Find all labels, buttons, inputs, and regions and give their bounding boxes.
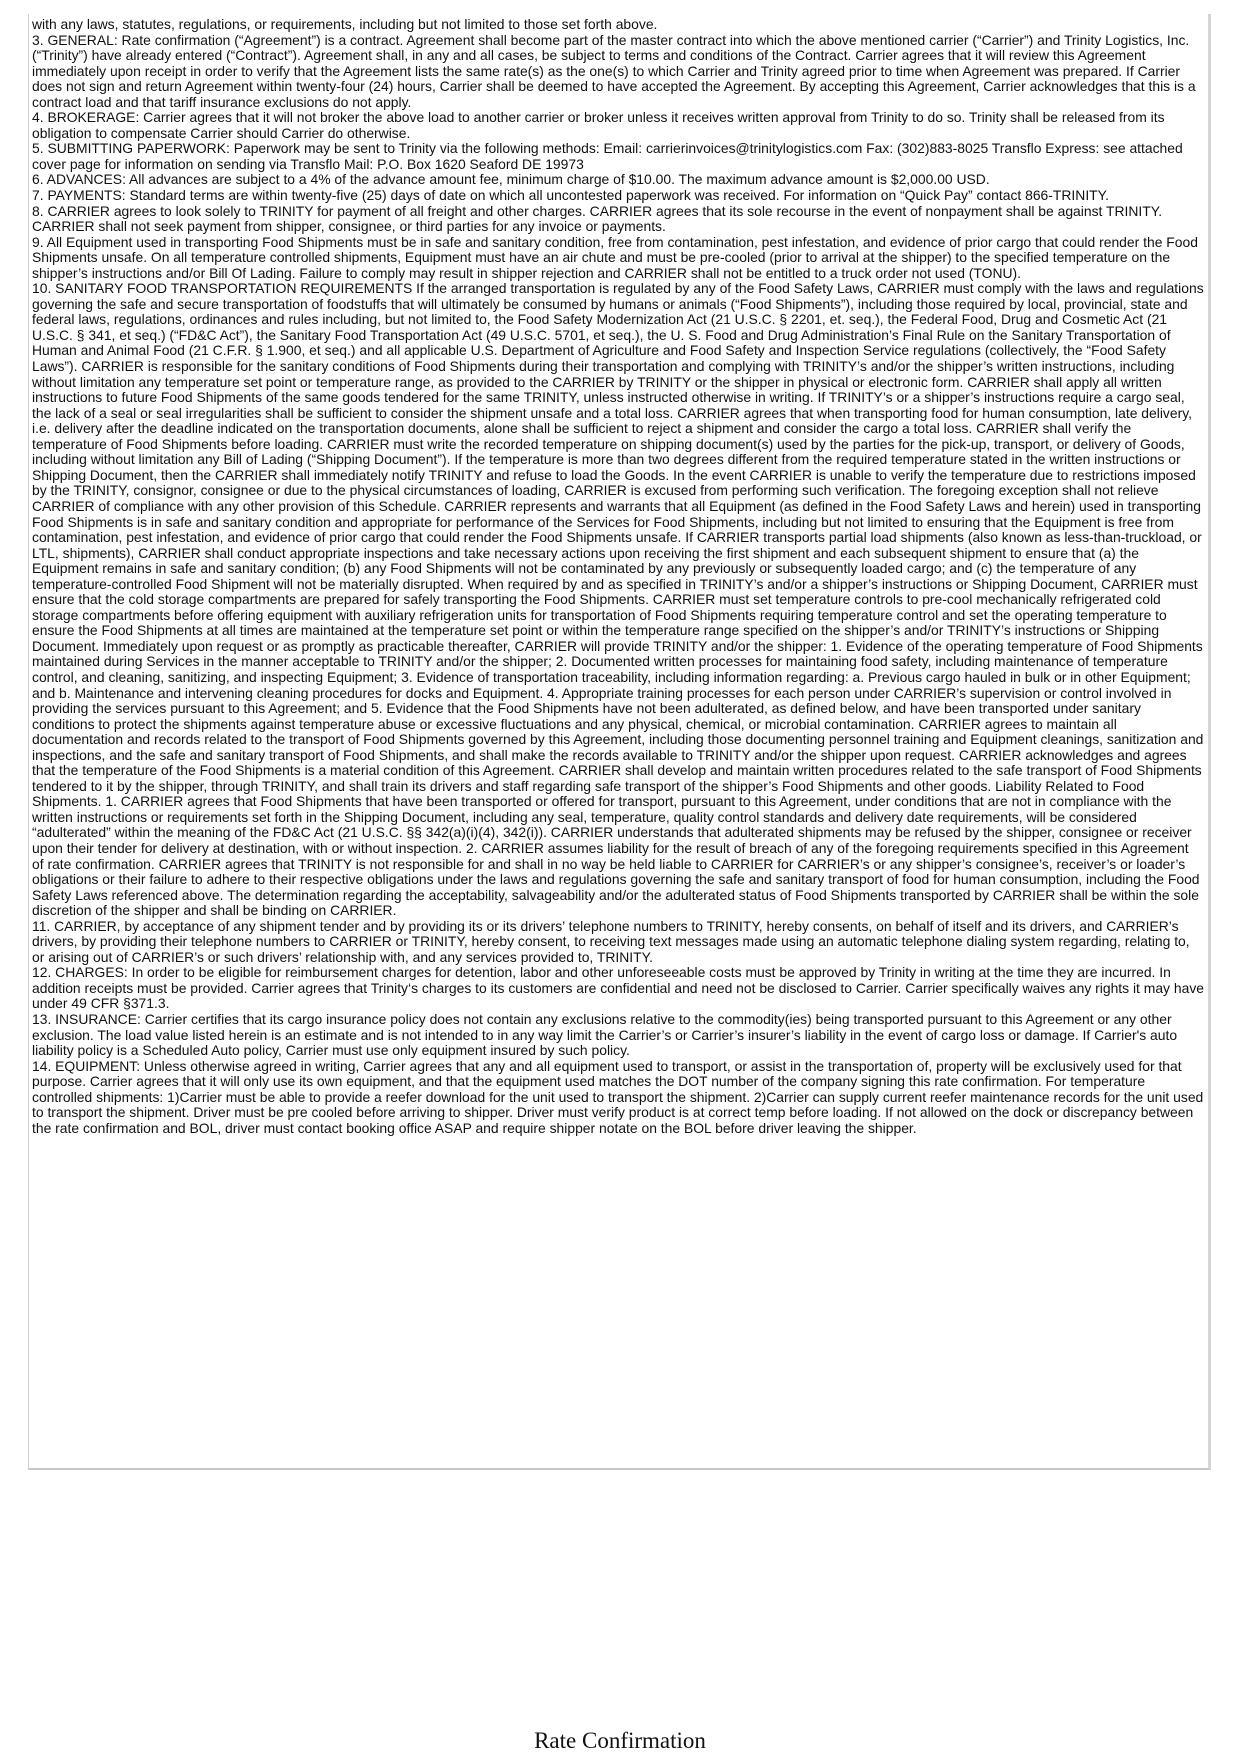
clause-advances: 6. ADVANCES: All advances are subject to a 4% of the advance amount fee, minimum charge of $10.00. The maximum advance amount is $2,000.00 USD. (32, 171, 990, 188)
clause-submitting-paperwork: 5. SUBMITTING PAPERWORK: Paperwork may be sent to Trinity via the following methods: Email: carrierinvoices@trinitylogistics.com Fax: (302)883-8025 Transflo Express: see attached cover page for information on sending via Transflo Mail: P.O. Box 1620 Seaford DE 19973 (32, 140, 1183, 172)
clause-text-message-consent: 11. CARRIER, by acceptance of any shipment tender and by providing its or its drivers’ telephone numbers to TRINITY, hereby consents, on behalf of itself and its drivers, and CARRIER’s drivers, by providing their telephone numbers to CARRIER or TRINITY, hereby consent, to receiving text messages made using an automatic telephone dialing system regarding, relating to, or arising out of CARRIER’s or such drivers’ relationship with, and any services provided to, TRINITY. (32, 917, 1190, 965)
footer-title: Rate Confirmation (534, 1728, 706, 1753)
terms-and-conditions-box (28, 14, 1211, 1470)
clause-sanitary-food-transportation: 10. SANITARY FOOD TRANSPORTATION REQUIREMENTS If the arranged transportation is regulated by any of the Food Safety Laws, CARRIER must comply with the laws and regulations governing the safe and secure transportation of foodstuffs that will ultimately be consumed by humans or animals (“Food Shipments”), including those required by local, provincial, state and federal laws, regulations, ordinances and rules including, but not limited to, the Food Safety Modernization Act (21 U.S.C. § 2201, et. seq.), the Federal Food, Drug and Cosmetic Act (21 U.S.C. § 341, et seq.) (“FD&C Act”), the Sanitary Food Transportation Act (49 U.S.C. 5701, et seq.), the U. S. Food and Drug Administration’s Final Rule on the Sanitary Transportation of Human and Animal Food (21 C.F.R. § 1.900, et seq.) and all applicable U.S. Department of Agriculture and Food Safety and Inspection Service regulations (collectively, the “Food Safety Laws”). CARRIER is responsible for the sanitary conditions of Food Shipments during their transportation and complying with TRINITY’s and/or the shipper’s written instructions, including without limitation any temperature set point or temperature range, as provided to the CARRIER by TRINITY or the shipper in physical or electronic form. CARRIER shall apply all written instructions to future Food Shipments of the same goods tendered for the same TRINITY, unless instructed otherwise in writing. If TRINITY’s or a shipper’s instructions require a cargo seal, the lack of a seal or seal irregularities shall be sufficient to consider the shipment unsafe and a total loss. CARRIER agrees that when transporting food for human consumption, late delivery, i.e. delivery after the deadline indicated on the transportation documents, alone shall be sufficient to reject a shipment and consider the cargo a total loss. CARRIER shall verify the temperature of Food Shipments before loading. CARRIER must write the recorded temperature on shipping document(s) used by the parties for the pick-up, transport, or delivery of Goods, including without limitation any Bill of Lading (“Shipping Document”). If the temperature is more than two degrees different from the required temperature stated in the written instructions or Shipping Document, then the CARRIER shall immediately notify TRINITY and refuse to load the Goods. In the event CARRIER is unable to verify the temperature due to restrictions imposed by the TRINITY, consignor, consignee or due to the physical circumstances of loading, CARRIER is excused from performing such verification. The foregoing exception shall not relieve CARRIER of compliance with any other provision of this Schedule. CARRIER represents and warrants that all Equipment (as defined in the Food Safety Laws and herein) used in transporting Food Shipments is in safe and sanitary condition and appropriate for performance of the Services for Food Shipments, including but not limited to ensuring that the Equipment is free from contamination, pest infestation, and evidence of prior cargo that could render the Food Shipments unsafe. If CARRIER transports partial load shipments (also known as less-than-truckload, or LTL, shipments), CARRIER shall conduct appropriate inspections and take necessary actions upon receiving the first shipment and each subsequent shipment to ensure that (a) the Equipment remains in safe and sanitary condition; (b) any Food Shipments will not be contaminated by any previously or subsequently loaded cargo; and (c) the temperature of any temperature-controlled Food Shipment will not be materially disrupted. When required by and as specified in TRINITY’s and/or a shipper’s instructions or Shipping Document, CARRIER must ensure that the cold storage compartments are prepared for safely transporting the Food Shipments. CARRIER must set temperature controls to pre-cool mechanically refrigerated cold storage compartments before offering equipment with auxiliary refrigeration units for transportation of Food Shipments requiring temperature control and set the operating temperature to ensure the Food Shipments at all times are maintained at the temperature set point or within the temperature range specified on the shipper’s and/or TRINITY’s instructions or Shipping Document. Immediately upon request or as promptly as practicable thereafter, CARRIER will provide TRINITY and/or the shipper: 1. Evidence of the operating temperature of Food Shipments maintained during Services in the manner acceptable to TRINITY and/or the shipper; 2. Documented written processes for maintaining food safety, including maintenance of temperature control, and cleaning, sanitizing, and inspecting Equipment; 3. Evidence of transportation traceability, including information regarding: a. Previous cargo hauled in bulk or in other Equipment; and b. Maintenance and intervening cleaning procedures for docks and Equipment. 4. Appropriate training processes for each person under CARRIER’s supervision or control involved in providing the services pursuant to this Agreement; and 5. Evidence that the Food Shipments have not been adulterated, as defined below, and have been transported under sanitary conditions to protect the shipments against temperature abuse or excessive fluctuations and any physical, chemical, or microbial contamination. CARRIER agrees to maintain all documentation and records related to the transport of Food Shipments governed by this Agreement, including those documenting personnel training and Equipment cleanings, sanitization and inspections, and the safe and sanitary transport of Food Shipments, and shall make the records available to TRINITY and/or the shipper upon request. CARRIER acknowledges and agrees that the temperature of the Food Shipments is a material condition of this Agreement. CARRIER shall develop and maintain written procedures related to the safe transport of Food Shipments tendered to it by the shipper, through TRINITY, and shall train its drivers and staff regarding safe transport of the shipper’s Food Shipments and other goods. Liability Related to Food Shipments. 1. CARRIER agrees that Food Shipments that have been transported or offered for transport, pursuant to this Agreement, under conditions that are not in compliance with the written instructions or requirements set forth in the Shipping Document, including any seal, temperature, quality control standards and delivery date requirements, will be considered “adulterated” within the meaning of the FD&C Act (21 U.S.C. §§ 342(a)(i)(4), 342(i)). CARRIER understands that adulterated shipments may be refused by the shipper, consignee or receiver upon their tender for delivery at destination, with or without inspection. 2. CARRIER assumes liability for the result of breach of any of the foregoing requirements specified in this Agreement of rate confirmation. CARRIER agrees that TRINITY is not responsible for and shall in no way be held liable to CARRIER for CARRIER’s or any shipper’s consignee’s, receiver’s or loader’s obligations or their failure to adhere to their respective obligations under the laws and regulations governing the safe and sanitary transport of food for human consumption, including the Food Safety Laws referenced above. The determination regarding the acceptability, salvageability and/or the adulterated status of Food Shipments transported by CARRIER shall be within the sole discretion of the shipper and shall be binding on CARRIER. (32, 280, 1204, 919)
clause-food-equipment: 9. All Equipment used in transporting Food Shipments must be in safe and sanitary condition, free from contamination, pest infestation, and evidence of prior cargo that could render the Food Shipments unsafe. On all temperature controlled shipments, Equipment must have an air chute and must be pre-cooled (prior to arrival at the shipper) to the specified temperature on the shipper’s instructions and/or Bill Of Lading. Failure to comply may result in shipper rejection and CARRIER shall not be entitled to a truck order not used (TONU). (32, 233, 1198, 281)
clause-charges: 12. CHARGES: In order to be eligible for reimbursement charges for detention, labor and other unforeseeable costs must be approved by Trinity in writing at the time they are incurred. In addition receipts must be provided. Carrier agrees that Trinity‘s charges to its customers are confidential and need not be disclosed to Carrier. Carrier specifically waives any rights it may have under 49 CFR §371.3. (32, 964, 1204, 1012)
clause-insurance: 13. INSURANCE: Carrier certifies that its cargo insurance policy does not contain any exclusions relative to the commodity(ies) being transported pursuant to this Agreement or any other exclusion. The load value listed herein is an estimate and is not intended to in any way limit the Carrier’s or Carrier’s insurer’s liability in the event of cargo loss or damage. If Carrier's auto liability policy is a Scheduled Auto policy, Carrier must use only equipment insured by such policy. (32, 1011, 1178, 1059)
terms-text (32, 17, 1204, 1136)
clause-payment-recourse: 8. CARRIER agrees to look solely to TRINITY for payment of all freight and other charges. CARRIER agrees that its sole recourse in the event of nonpayment shall be against TRINITY. CARRIER shall not seek payment from shipper, consignee, or third parties for any invoice or payments. (32, 202, 1163, 235)
clause-continuation: with any laws, statutes, regulations, or requirements, including but not limited to those set forth above. (32, 16, 658, 32)
clause-payments: 7. PAYMENTS: Standard terms are within twenty-five (25) days of date on which all uncontested paperwork was received. For information on “Quick Pay” contact 866-TRINITY. (32, 187, 1109, 204)
clause-equipment: 14. EQUIPMENT: Unless otherwise agreed in writing, Carrier agrees that any and all equipment used to transport, or assist in the transportation of, property will be exclusively used for that purpose. Carrier agrees that it will only use its own equipment, and that the equipment used matches the DOT number of the company signing this rate confirmation. For temperature controlled shipments: 1)Carrier must be able to provide a reefer download for the unit used to transport the shipment. 2)Carrier can supply current reefer maintenance records for the unit used to transport the shipment. Driver must be pre cooled before arriving to shipper. Driver must verify product is at correct temp before loading. If not allowed on the dock or discrepancy between the rate confirmation and BOL, driver must contact booking office ASAP and require shipper notate on the BOL before driver leaving the shipper. (32, 1057, 1204, 1136)
clause-brokerage: 4. BROKERAGE: Carrier agrees that it will not broker the above load to another carrier or broker unless it receives written approval from Trinity to do so. Trinity shall be released from its obligation to compensate Carrier should Carrier do otherwise. (32, 109, 1165, 141)
clause-general: 3. GENERAL: Rate confirmation (“Agreement”) is a contract. Agreement shall become part of the master contract into which the above mentioned carrier (“Carrier”) and Trinity Logistics, Inc. (“Trinity”) have already entered (“Contract”). Agreement shall, in any and all cases, be subject to terms and conditions of the Contract. Carrier agrees that it will review this Agreement immediately upon receipt in order to verify that the Agreement lists the same rate(s) as the one(s) to which Carrier and Trinity agreed prior to time when Agreement was prepared. If Carrier does not sign and return Agreement within twenty-four (24) hours, Carrier shall be deemed to have accepted the Agreement. By accepting this Agreement, Carrier acknowledges that this is a contract load and that tariff insurance exclusions do not apply. (32, 31, 1196, 110)
